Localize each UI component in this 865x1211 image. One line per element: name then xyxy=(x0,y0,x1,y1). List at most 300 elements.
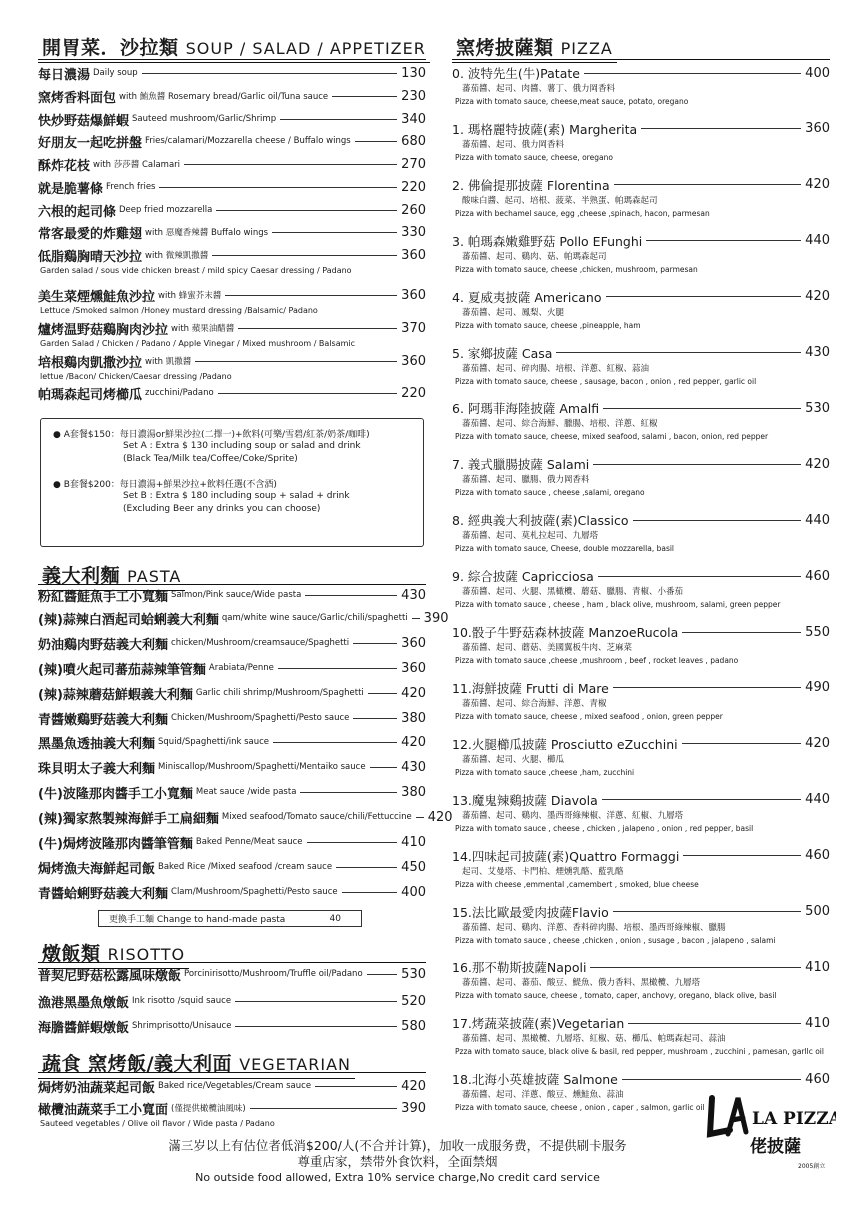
pizza-name: 14.四味起司披薩(素)Quattro Formaggi xyxy=(452,848,680,864)
price-leader-line xyxy=(278,668,397,669)
price-leader-line xyxy=(641,128,801,129)
pizza-item-row xyxy=(452,398,830,418)
pizza-ingredients-zh: 酸味白醬、起司、培根、菠菜、半熟蛋、帕瑪森起司 xyxy=(462,195,658,206)
price-leader-line xyxy=(355,141,397,142)
menu-item-row xyxy=(38,608,449,628)
item-name-en: with 鮪魚醬 Rosemary bread/Garlic oil/Tuna sauce xyxy=(119,92,329,102)
item-price: 390 xyxy=(423,610,449,626)
price-leader-line xyxy=(584,73,801,74)
pizza-item xyxy=(452,902,830,947)
menu-item xyxy=(38,683,426,703)
section-divider xyxy=(452,59,830,60)
menu-item xyxy=(38,708,426,728)
pizza-ingredients-en: Pzza with tomato sauce, black olive & basil, red pepper, mushroam , zucchini , pamesan, garllc oil xyxy=(455,1047,824,1057)
price-leader-line xyxy=(613,687,801,688)
item-price: 370 xyxy=(401,320,426,336)
item-name-en: Fries/calamari/Mozzarella cheese / Buffalo wings xyxy=(145,136,351,146)
item-price: 360 xyxy=(401,287,426,303)
item-name-en: Miniscallop/Mushroom/Spaghetti/Mentaiko sauce xyxy=(158,762,366,772)
menu-item-row xyxy=(38,1098,426,1118)
item-name-en: with 惡魔香辣醬 Buffalo wings xyxy=(145,228,269,238)
price-leader-line xyxy=(280,119,397,120)
price-leader-line xyxy=(368,693,397,694)
pizza-ingredients-en: Pizza with tomato sauce , cheese , chicken , jalapeno , onion , red pepper, basil xyxy=(455,823,754,833)
item-name-zh: 培根鷄肉凱撒沙拉 xyxy=(38,355,143,371)
item-price: 130 xyxy=(401,65,426,81)
item-price: 390 xyxy=(401,1100,426,1116)
menu-item xyxy=(38,964,426,984)
menu-item-row xyxy=(38,585,426,605)
item-name-en: Salmon/Pink sauce/Wide pasta xyxy=(171,590,302,600)
menu-item-row xyxy=(38,964,426,984)
item-name-zh: 好朋友一起吃拼盤 xyxy=(38,135,143,151)
price-leader-line xyxy=(682,743,802,744)
item-description: lettue /Bacon/ Chicken/Caesar dressing /Padano xyxy=(40,372,232,381)
price-leader-line xyxy=(556,352,801,353)
item-name-zh: 爐烤温野菇鷄胸肉沙拉 xyxy=(38,322,169,338)
footer-rules-zh: 尊重店家，禁带外食饮料，全面禁烟 xyxy=(297,1154,498,1169)
menu-item-row xyxy=(38,757,426,777)
menu-item-row xyxy=(38,832,426,852)
item-price: 340 xyxy=(401,111,426,127)
menu-item xyxy=(38,857,426,877)
item-name-zh: 就是脆薯條 xyxy=(38,181,104,197)
pizza-item-row xyxy=(452,678,830,698)
pizza-ingredients-en: Pizza with tomato sauce, cheese, mixed seafood, salami , bacon, onion, red pepper xyxy=(455,432,769,442)
handmade-price: 40 xyxy=(329,913,341,924)
item-name-zh: 低脂鷄胸晴天沙拉 xyxy=(38,249,143,265)
menu-item-row xyxy=(38,200,426,220)
item-name-zh: 珠貝明太子義大利麵 xyxy=(38,761,156,777)
item-price: 220 xyxy=(401,179,426,195)
section-title-en: PIZZA xyxy=(560,39,613,58)
section-title-zh: 開胃菜．沙拉類 xyxy=(42,37,179,59)
item-price: 520 xyxy=(401,993,426,1009)
item-price: 680 xyxy=(401,133,426,149)
item-price: 580 xyxy=(401,1018,426,1034)
item-description: Sauteed vegetables / Olive oil flavor / Wide pasta / Padano xyxy=(40,1119,275,1128)
footer-policy-zh: 滿三岁以上有估位者低消$200/人(不合并计算)，加收一成服务费，不提供刷卡服务 xyxy=(168,1138,627,1153)
menu-item-row xyxy=(38,857,426,877)
pizza-item xyxy=(452,63,830,108)
item-price: 380 xyxy=(401,784,426,800)
menu-item-row xyxy=(38,633,426,653)
item-name-zh: 橄欖油蔬菜手工小寬面 xyxy=(38,1102,169,1118)
item-name-en: Baked Rice /Mixed seafood /cream sauce xyxy=(158,862,333,872)
item-name-zh: 焗烤漁夫海鮮起司飯 xyxy=(38,861,156,877)
item-name-en: Meat sauce /wide pasta xyxy=(195,787,297,797)
price-leader-line xyxy=(142,73,398,74)
item-description: Garden salad / sous vide chicken breast / mild spicy Caesar dressing / Padano xyxy=(40,266,352,275)
price-leader-line xyxy=(628,1023,801,1024)
item-name-zh: 漁港黑墨魚燉飯 xyxy=(38,995,130,1011)
price-leader-line xyxy=(614,184,802,185)
item-name-zh: 酥炸花枝 xyxy=(38,158,91,174)
item-name-zh: (辣)蒜辣白酒起司蛤蜊義大利麵 xyxy=(38,612,219,628)
pizza-ingredients-zh: 蕃茄醬、起司、碎肉腸、培根、洋蔥、紅椒、蒜油 xyxy=(462,363,650,374)
menu-item xyxy=(38,658,426,678)
menu-item-row xyxy=(38,383,426,403)
item-name-en: with 莎莎醬 Calamari xyxy=(93,160,181,170)
price-leader-line xyxy=(682,632,801,633)
item-price: 380 xyxy=(401,710,426,726)
pizza-name: 15.法比歐最愛肉披薩Flavio xyxy=(452,904,609,920)
pizza-ingredients-en: Pizza with tomato sauce, cheese, oregano xyxy=(455,152,613,162)
price-leader-line xyxy=(606,296,802,297)
pizza-price: 440 xyxy=(805,792,830,808)
price-leader-line xyxy=(273,742,397,743)
menu-item xyxy=(38,86,426,106)
pizza-ingredients-en: Pizza with cheese ,emmental ,camembert , smoked, blue cheese xyxy=(455,879,699,889)
item-price: 230 xyxy=(401,88,426,104)
menu-item xyxy=(38,633,426,653)
price-leader-line xyxy=(416,817,424,818)
price-leader-line xyxy=(683,855,801,856)
menu-item-row xyxy=(38,1076,426,1096)
menu-item-row xyxy=(38,285,426,305)
pizza-price: 440 xyxy=(805,512,830,528)
price-leader-line xyxy=(412,618,420,619)
logo-text: LA PIZZA xyxy=(752,1109,836,1129)
item-name-en: with 蜂蜜芥末醬 xyxy=(158,291,222,301)
pizza-item-row xyxy=(452,119,830,139)
pizza-item xyxy=(452,846,830,891)
price-leader-line xyxy=(315,1086,397,1087)
item-name-zh: 快炒野菇爆鮮蝦 xyxy=(38,113,130,129)
pizza-ingredients-en: Pizza with tomato sauce, cheese ,chicken, mushroom, parmesan xyxy=(455,264,698,274)
menu-item-row xyxy=(38,683,426,703)
pizza-ingredients-en: Pizza with tomato sauce ,cheese ,mushroom , beef , rocket leaves , padano xyxy=(455,656,739,665)
pizza-item xyxy=(452,231,830,276)
section-divider xyxy=(38,59,426,60)
pizza-item-row xyxy=(452,902,830,922)
section-title-en: SOUP / SALAD / APPETIZER xyxy=(185,39,426,58)
item-description: Garden Salad / Chicken / Padano / Apple Vinegar / Mixed mushroom / Balsamic xyxy=(40,339,356,348)
item-name-en: French fries xyxy=(106,182,156,192)
pizza-item-row xyxy=(452,1069,830,1089)
pizza-price: 410 xyxy=(805,1015,830,1031)
menu-item xyxy=(38,1098,426,1130)
price-leader-line xyxy=(184,164,397,165)
item-price: 420 xyxy=(401,1078,426,1094)
pizza-name: 1. 瑪格麗特披薩(素) Margherita xyxy=(452,121,638,137)
pizza-item xyxy=(452,957,830,1002)
menu-item xyxy=(38,318,426,350)
price-leader-line xyxy=(218,393,397,394)
item-name-zh: 帕瑪森起司烤櫛瓜 xyxy=(38,387,143,403)
item-name-zh: (辣)噴火起司蕃茄蒜辣筆管麵 xyxy=(38,662,206,678)
pizza-price: 550 xyxy=(805,624,830,640)
section-divider xyxy=(38,962,426,963)
handmade-label: 更換手工麵 Change to hand-made pasta xyxy=(109,915,286,925)
item-price: 360 xyxy=(401,247,426,263)
pizza-item-row xyxy=(452,622,830,642)
item-name-zh: (辣)獨家熬製辣海鮮手工扁細麵 xyxy=(38,811,219,827)
pizza-price: 420 xyxy=(805,177,830,193)
pizza-ingredients-en: Pizza with tomato sauce, cheese , sausage, bacon , onion , red pepper, garlic oil xyxy=(455,376,757,386)
pizza-ingredients-zh: 蕃茄醬、起司、肉醬、薯丁、俄力岡香料 xyxy=(462,84,616,94)
pizza-item-row xyxy=(452,231,830,251)
item-name-en: Sauteed mushroom/Garlic/Shrimp xyxy=(132,114,277,124)
item-name-zh: 粉紅醬鮭魚手工小寬麵 xyxy=(38,589,169,605)
pizza-ingredients-zh: 蕃茄醬、起司、綜合海鮮、洋蔥、青椒 xyxy=(462,698,607,709)
pizza-item xyxy=(452,119,830,164)
pizza-ingredients-zh: 蕃茄醬、起司、火腿、櫛瓜 xyxy=(462,754,565,765)
pizza-price: 460 xyxy=(805,1071,830,1087)
menu-item xyxy=(38,200,426,220)
item-price: 420 xyxy=(401,734,426,750)
pizza-ingredients-zh: 蕃茄醬、起司、鷄肉、墨西哥綠辣椒、洋蔥、紅椒、九層塔 xyxy=(462,810,684,821)
pizza-item-row xyxy=(452,510,830,530)
price-leader-line xyxy=(272,232,397,233)
pizza-item-row xyxy=(452,287,830,307)
menu-item xyxy=(38,807,453,827)
pizza-ingredients-zh: 蕃茄醬、起司、鳳梨、火腿 xyxy=(462,307,565,318)
price-leader-line xyxy=(590,967,801,968)
pizza-ingredients-en: Pizza with tomato sauce, cheese , tomato, caper, anchovy, oregano, black olive, basil xyxy=(455,991,777,1001)
item-name-zh: 常客最愛的炸雞翅 xyxy=(38,226,143,242)
menu-item-row xyxy=(38,991,426,1011)
pizza-ingredients-en: Pizza with tomato sauce , cheese , ham , black olive, mushroom, salami, green pepper xyxy=(455,600,781,610)
item-price: 260 xyxy=(401,202,426,218)
price-leader-line xyxy=(633,520,802,521)
pizza-ingredients-en: Pizza with tomato sauce, cheese,meat sauce, potato, oregano xyxy=(455,97,689,106)
pizza-ingredients-en: Pizza with bechamel sauce, egg ,cheese ,spinach, hacon, parmesan xyxy=(455,208,710,218)
item-name-en: Mixed seafood/Tomato sauce/chili/Fettuccine xyxy=(221,812,412,822)
item-name-en: Shrimprisotto/Unisauce xyxy=(132,1021,232,1031)
price-leader-line xyxy=(235,1001,397,1002)
pizza-name: 2. 佛倫提那披薩 Florentina xyxy=(452,177,610,193)
item-name-en: Garlic chili shrimp/Mushroom/Spaghetti xyxy=(195,688,364,698)
menu-item xyxy=(38,222,426,242)
set-a-drinks: (Black Tea/Milk tea/Coffee/Coke/Sprite) xyxy=(123,454,298,464)
menu-item-row xyxy=(38,177,426,197)
item-price: 410 xyxy=(401,834,426,850)
pizza-ingredients-zh: 蕃茄醬、起司、鷄肉、菇、帕瑪森起司 xyxy=(462,251,607,262)
pizza-name: 4. 夏威夷披薩 Americano xyxy=(452,289,602,305)
item-name-zh: 黑墨魚透抽義大利麵 xyxy=(38,736,156,752)
menu-item xyxy=(38,757,426,777)
item-name-en: Daily soup xyxy=(93,68,138,78)
price-leader-line xyxy=(622,1079,801,1080)
section-title-zh: 義大利麵 xyxy=(42,565,121,587)
pizza-ingredients-zh: 蕃茄醬、起司、蘑菇、美國翼板牛肉、芝麻菜 xyxy=(462,643,633,653)
price-leader-line xyxy=(353,718,397,719)
section-divider xyxy=(38,1072,426,1073)
item-name-en: zucchini/Padano xyxy=(145,388,214,398)
item-name-en: Chicken/Mushroom/Spaghetti/Pesto sauce xyxy=(171,713,350,723)
price-leader-line xyxy=(342,892,398,893)
set-b-note: (Excluding Beer any drinks you can choose) xyxy=(123,504,321,514)
pizza-name: 17.烤蔬菜披薩(素)Vegetarian xyxy=(452,1016,625,1032)
pizza-ingredients-en: Pizza with tomato sauce, cheese , onion , caper , salmon, garlic oil xyxy=(455,1103,705,1113)
price-leader-line xyxy=(195,361,397,362)
pizza-price: 460 xyxy=(805,848,830,864)
item-name-en: Baked Penne/Meat sauce xyxy=(195,837,303,847)
item-name-zh: 普契尼野菇松露風味燉飯 xyxy=(38,968,182,984)
item-name-en: with 蘋果油醋醬 xyxy=(171,324,235,334)
pizza-ingredients-en: Pizza with tomato sauce, cheese , mixed seafood , onion, green pepper xyxy=(455,711,723,721)
menu-item xyxy=(38,351,426,383)
item-price: 400 xyxy=(401,884,426,900)
pizza-item-row xyxy=(452,790,830,810)
section-title-zh: 蔬食 窯烤飯/義大利面 xyxy=(42,1053,233,1075)
price-leader-line xyxy=(336,867,397,868)
price-leader-line xyxy=(238,328,397,329)
item-name-zh: (牛)焗烤波隆那肉醬筆管麵 xyxy=(38,836,193,852)
pizza-item xyxy=(452,734,830,779)
price-leader-line xyxy=(225,295,397,296)
pizza-ingredients-en: Pizza with tomato sauce ,cheese ,ham, zucchini xyxy=(455,767,635,777)
item-price: 450 xyxy=(401,859,426,875)
price-leader-line xyxy=(305,595,397,596)
section-title-en: RISOTTO xyxy=(107,945,186,964)
menu-item xyxy=(38,991,426,1011)
pizza-name: 10.骰子牛野菇森林披薩 ManzoeRucola xyxy=(452,625,679,640)
item-name-en: with 凱撒醬 xyxy=(145,357,192,367)
logo-year: 2005創立 xyxy=(798,1163,826,1170)
item-name-zh: 美生菜煙燻鮭魚沙拉 xyxy=(38,289,156,305)
logo-zh: 佬披薩 xyxy=(750,1137,801,1157)
pizza-item-row xyxy=(452,63,830,83)
pizza-item-row xyxy=(452,343,830,363)
pizza-ingredients-zh: 蕃茄醬、起司、鷄肉、洋蔥、香料碎肉腸、培根、墨西哥綠辣椒、臘腸 xyxy=(462,922,726,933)
item-price: 270 xyxy=(401,156,426,172)
item-name-en: chicken/Mushroom/creamsauce/Spaghetti xyxy=(171,638,350,648)
pizza-name: 5. 家鄉披薩 Casa xyxy=(452,345,553,361)
item-price: 220 xyxy=(401,385,426,401)
item-price: 360 xyxy=(401,635,426,651)
set-b-en: Set B : Extra $ 180 including soup + salad + drink xyxy=(123,491,350,501)
pizza-ingredients-zh: 蕃茄醬、起司、蕃茄、酸豆、鯷魚、俄力香料、黑橄欖、九層塔 xyxy=(462,978,701,989)
pizza-price: 500 xyxy=(805,904,830,919)
menu-item-row xyxy=(38,86,426,106)
pizza-price: 490 xyxy=(805,680,830,696)
pizza-name: 7. 義式臘腸披薩 Salami xyxy=(452,457,590,473)
pizza-price: 460 xyxy=(805,568,830,584)
pizza-price: 360 xyxy=(805,121,830,137)
item-price: 360 xyxy=(401,353,426,369)
menu-item xyxy=(38,882,426,902)
pizza-item xyxy=(452,343,830,388)
item-description: Lettuce /Smoked salmon /Honey mustard dressing /Balsamic/ Padano xyxy=(40,306,318,315)
pizza-name: 13.魔鬼辣鷄披薩 Diavola xyxy=(452,792,598,808)
price-leader-line xyxy=(216,210,397,211)
item-name-zh: 每日濃湯 xyxy=(38,67,91,83)
menu-item xyxy=(38,1076,426,1096)
pizza-ingredients-en: Pizza with tomato sauce, Cheese, double mozzarella, basil xyxy=(455,544,675,554)
pizza-item-row xyxy=(452,454,830,474)
item-name-en: Ink risotto /squid sauce xyxy=(132,996,232,1006)
item-name-zh: 海膽醬鮮蝦燉飯 xyxy=(38,1020,130,1036)
pizza-name: 16.那不勒斯披薩Napoli xyxy=(452,960,587,976)
menu-item-row xyxy=(38,131,426,151)
pizza-item xyxy=(452,398,830,443)
item-name-zh: 焗烤奶油蔬菜起司飯 xyxy=(38,1080,156,1096)
menu-item xyxy=(38,245,426,277)
item-price: 420 xyxy=(427,809,453,825)
pizza-name: 18.北海小英雄披薩 Salmone xyxy=(452,1072,618,1088)
price-leader-line xyxy=(593,464,801,465)
price-leader-line xyxy=(353,643,397,644)
item-name-zh: (牛)波隆那肉醬手工小寬麵 xyxy=(38,786,193,802)
item-name-en: Squid/Spaghetti/ink sauce xyxy=(158,737,270,747)
pizza-ingredients-zh: 起司、艾曼塔、卡門柏、煙燻乳酪、藍乳酪 xyxy=(462,866,624,877)
item-price: 430 xyxy=(401,759,426,775)
menu-item xyxy=(38,177,426,197)
price-leader-line xyxy=(646,240,801,241)
menu-item-row xyxy=(38,222,426,242)
item-price: 420 xyxy=(401,685,426,701)
pizza-item xyxy=(452,287,830,332)
menu-item xyxy=(38,608,449,628)
item-name-en: Clam/Mushroom/Spaghetti/Pesto sauce xyxy=(171,887,338,897)
menu-item xyxy=(38,585,426,605)
price-leader-line xyxy=(212,255,397,256)
item-name-en: qam/white wine sauce/Garlic/chili/spaghetti xyxy=(221,613,408,623)
pizza-ingredients-zh: 蕃茄醬、起司、黑橄欖、九層塔、紅椒、菇、櫛瓜、帕瑪森起司、蒜油 xyxy=(462,1034,726,1045)
section-title-zh: 窯烤披薩類 xyxy=(456,37,554,59)
menu-item-row xyxy=(38,708,426,728)
pizza-ingredients-zh: 蕃茄醬、起司、火腿、黑橄欖、蘑菇、臘腸、青椒、小番茄 xyxy=(462,587,684,598)
pizza-price: 420 xyxy=(805,456,830,472)
item-price: 530 xyxy=(401,966,426,982)
menu-item-row xyxy=(38,109,426,129)
menu-item xyxy=(38,732,426,752)
menu-item xyxy=(38,109,426,129)
item-price: 330 xyxy=(401,224,426,240)
pizza-item xyxy=(452,678,830,723)
pizza-name: 9. 綜合披薩 Capricciosa xyxy=(452,569,594,585)
price-leader-line xyxy=(307,842,398,843)
pizza-ingredients-zh: 蕃茄醬、起司、綜合海鮮、臘腸、培根、洋蔥、紅椒 xyxy=(462,419,658,430)
set-a-en: Set A : Extra $ 130 including soup or salad and drink xyxy=(123,441,361,451)
pizza-item xyxy=(452,454,830,499)
pizza-ingredients-en: Pizza with tomato sauce , cheese ,salami, oregano xyxy=(455,488,645,498)
pizza-price: 410 xyxy=(805,959,830,975)
item-name-en: with 微辣凱撒醬 xyxy=(145,251,209,261)
item-name-zh: 窯烤香料面包 xyxy=(38,90,117,106)
menu-item xyxy=(38,832,426,852)
pizza-ingredients-zh: 蕃茄醬、起司、莫札拉起司、九層塔 xyxy=(462,531,599,542)
price-leader-line xyxy=(603,408,801,409)
menu-item-row xyxy=(38,807,453,827)
set-b-title: ● B套餐$200：每日濃湯+鮮果沙拉+飲料任選(不含酒) xyxy=(53,480,277,490)
menu-item xyxy=(38,782,426,802)
pizza-item xyxy=(452,510,830,555)
menu-item-row xyxy=(38,1016,426,1036)
pizza-item xyxy=(452,790,830,835)
pizza-price: 440 xyxy=(805,233,830,249)
item-name-zh: 六根的起司條 xyxy=(38,204,117,220)
menu-item-row xyxy=(38,658,426,678)
price-leader-line xyxy=(235,1026,397,1027)
pizza-item-row xyxy=(452,846,830,866)
menu-item xyxy=(38,1016,426,1036)
pizza-ingredients-en: Pizza with tomato sauce , cheese ,chicken , onion , susage , bacon , jalapeno , salami xyxy=(455,935,776,945)
price-leader-line xyxy=(159,187,397,188)
pizza-ingredients-en: Pizza with tomato sauce, cheese ,pineapple, ham xyxy=(455,320,641,330)
pizza-name: 12.火腿櫛瓜披薩 Prosciutto eZucchini xyxy=(452,736,678,752)
price-leader-line xyxy=(602,799,801,800)
pizza-ingredients-zh: 蕃茄醬、起司、俄力岡香料 xyxy=(462,139,565,150)
section-title-en: PASTA xyxy=(127,567,182,586)
pizza-name: 3. 帕瑪森嫩雞野菇 Pollo EFunghi xyxy=(452,233,643,249)
pizza-ingredients-zh: 蕃茄醬、起司、臘腸、俄力岡香料 xyxy=(462,475,590,486)
price-leader-line xyxy=(300,792,397,793)
pizza-price: 430 xyxy=(805,345,830,360)
section-title-en: VEGETARIAN xyxy=(239,1055,351,1074)
